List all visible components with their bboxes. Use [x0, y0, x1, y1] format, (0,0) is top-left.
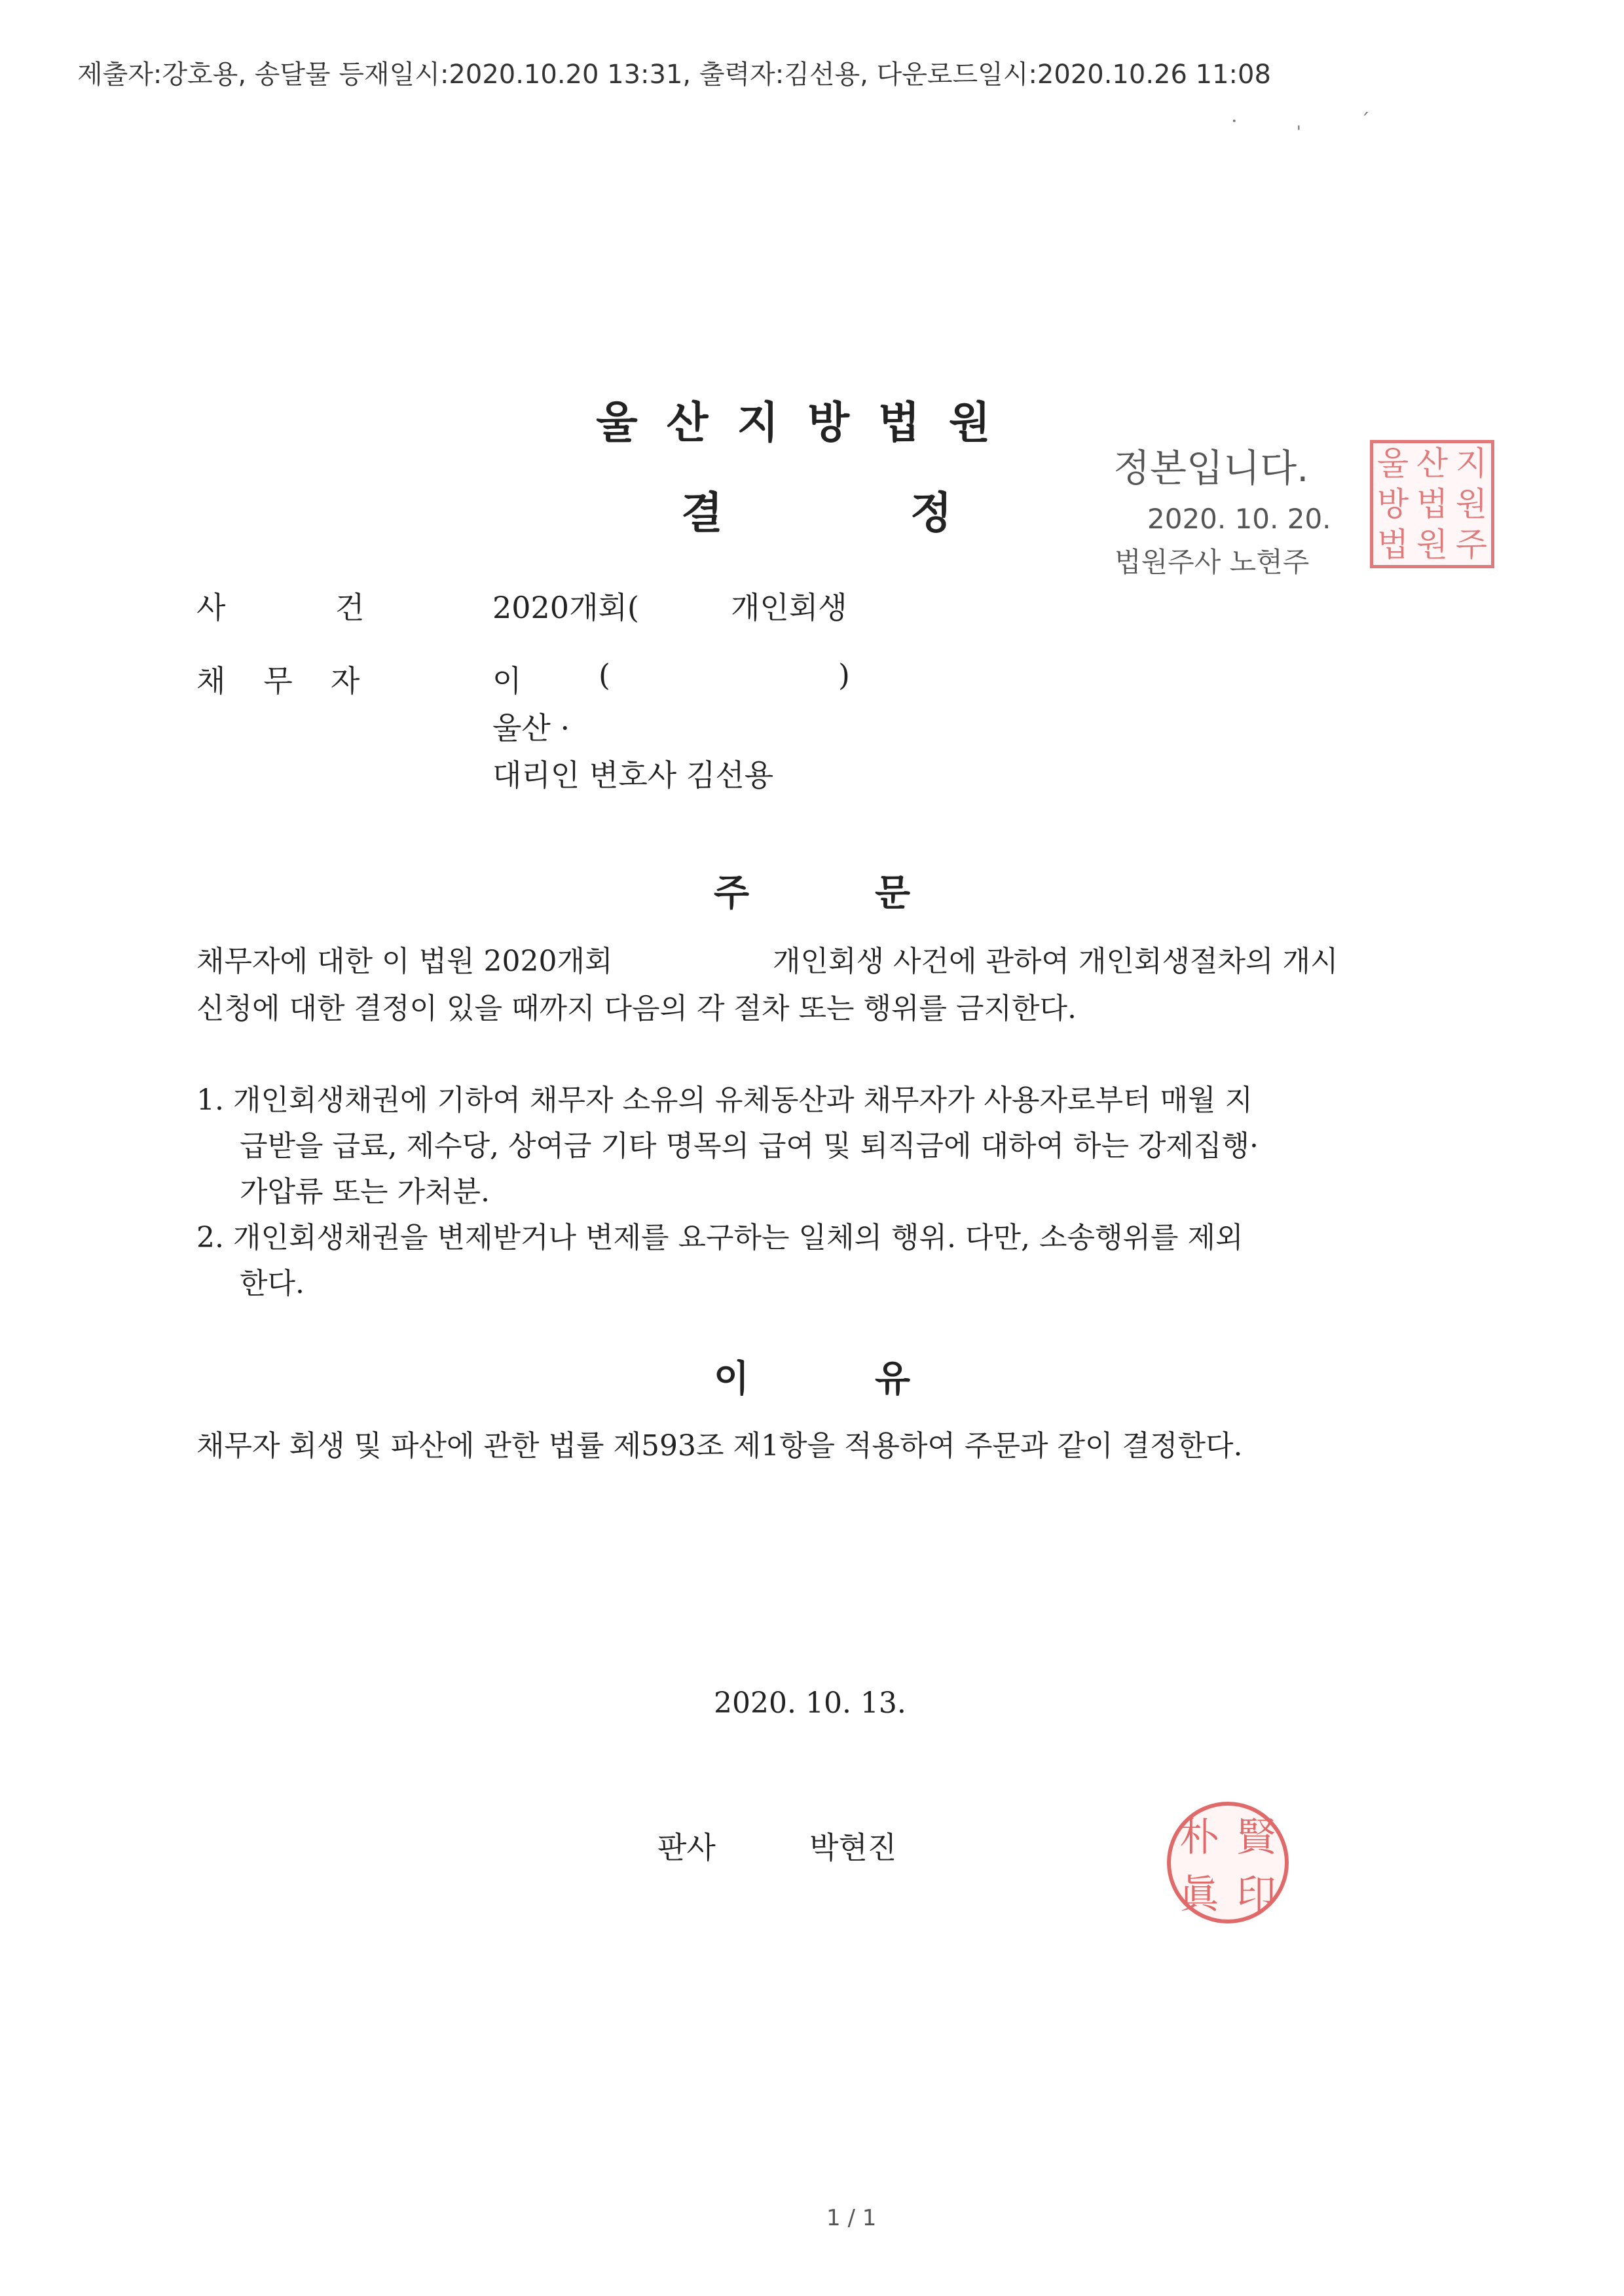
court-name: 울산지방법원: [596, 397, 1020, 448]
order-item-2-line2: 한다.: [240, 1267, 304, 1300]
order-paragraph-line1b: 개인회생 사건에 관하여 개인회생절차의 개시: [773, 945, 1338, 978]
debtor-label: 채무자: [196, 663, 398, 699]
certification-clerk: 법원주사 노현주: [1115, 546, 1310, 578]
order-heading-left: 주: [714, 872, 750, 915]
reason-text: 채무자 회생 및 파산에 관한 법률 제593조 제1항을 적용하여 주문과 같이 결정한다.: [196, 1429, 1243, 1463]
seal-char: 朴: [1179, 1814, 1219, 1861]
seal-char: 법: [1376, 526, 1409, 564]
judge-name: 박현진: [809, 1830, 897, 1865]
order-item-1-line2: 급받을 급료, 제수당, 상여금 기타 명목의 급여 및 퇴직금에 대하여 하는 강제집행·: [240, 1129, 1259, 1163]
debtor-address: 울산 ·: [492, 710, 570, 746]
court-seal: [1370, 440, 1494, 568]
certified-copy-stamp: 정본입니다.: [1113, 446, 1309, 490]
seal-char: 산: [1416, 445, 1449, 483]
case-type: 개인회생: [731, 590, 847, 625]
seal-char: 원: [1455, 485, 1488, 523]
reason-heading-right: 유: [875, 1358, 911, 1400]
order-paragraph-line1a: 채무자에 대한 이 법원 2020개회: [196, 945, 613, 978]
case-label-b: 건: [335, 590, 365, 625]
order-heading-right: 문: [875, 872, 911, 915]
judge-title: 판사: [657, 1830, 716, 1865]
seal-char: 울: [1376, 445, 1409, 483]
order-item-2-line1: 2. 개인회생채권을 변제받거나 변제를 요구하는 일체의 행위. 다만, 소송행위를 제외: [196, 1221, 1244, 1254]
seal-char: 원: [1416, 526, 1449, 564]
scan-specks: · ˌ ˊ: [1231, 110, 1396, 133]
document-title-left: 결: [681, 488, 723, 538]
debtor-id-close: ): [838, 657, 850, 693]
seal-char: 법: [1416, 485, 1449, 523]
seal-char: 방: [1376, 485, 1409, 523]
document-title-right: 정: [910, 488, 952, 538]
decision-date: 2020. 10. 13.: [714, 1686, 906, 1720]
case-number: 2020개회(: [492, 590, 639, 625]
case-label-a: 사: [196, 590, 226, 625]
judge-seal: [1167, 1802, 1289, 1923]
seal-char: 印: [1236, 1871, 1276, 1918]
seal-char: 賢: [1236, 1814, 1276, 1861]
debtor-agent: 대리인 변호사 김선용: [492, 757, 774, 793]
debtor-id-open: (: [599, 657, 610, 693]
debtor-name: 이: [492, 663, 522, 699]
seal-char: 주: [1455, 526, 1488, 564]
order-item-1-line3: 가압류 또는 가처분.: [240, 1175, 490, 1209]
certification-date: 2020. 10. 20.: [1147, 503, 1331, 535]
seal-char: 眞: [1179, 1871, 1219, 1918]
order-paragraph-line2: 신청에 대한 결정이 있을 때까지 다음의 각 절차 또는 행위를 금지한다.: [196, 992, 1077, 1025]
order-item-1-line1: 1. 개인회생채권에 기하여 채무자 소유의 유체동산과 채무자가 사용자로부터 매월 지: [196, 1084, 1253, 1117]
seal-char: 지: [1455, 445, 1488, 483]
reason-heading-left: 이: [714, 1358, 750, 1400]
download-metadata: 제출자:강호용, 송달물 등재일시:2020.10.20 13:31, 출력자:김선용, 다운로드일시:2020.10.26 11:08: [77, 60, 1271, 90]
page-number: 1 / 1: [826, 2205, 877, 2231]
